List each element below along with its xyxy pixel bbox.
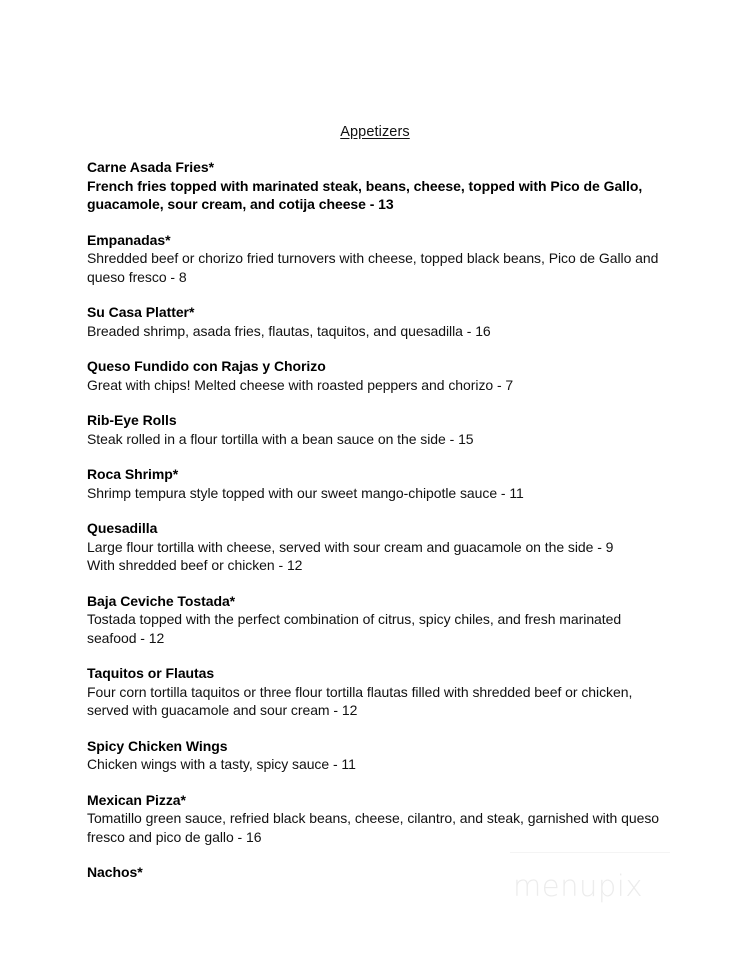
menu-item-description: Four corn tortilla taquitos or three flour tortilla flautas filled with shredded beef or chicken, served with guacamole and sour cream - 12: [87, 683, 633, 718]
watermark-label: menupix: [513, 869, 643, 903]
menu-item-description: Tostada topped with the perfect combination of citrus, spicy chiles, and fresh marinated seafood - 12: [87, 611, 622, 646]
menu-item: [87, 791, 662, 847]
section-heading: [0, 124, 750, 140]
menu-item-name: Quesadilla: [87, 520, 158, 536]
menu-item-list: [87, 158, 662, 882]
menu-item-description: Great with chips! Melted cheese with roasted peppers and chorizo - 7: [87, 376, 514, 393]
menu-item-description: Shrimp tempura style topped with our sweet mango-chipotle sauce - 11: [87, 484, 524, 501]
menu-item-name: Nachos*: [87, 864, 143, 880]
menu-item-name: Spicy Chicken Wings: [87, 737, 228, 754]
menu-item-name: Baja Ceviche Tostada*: [87, 592, 236, 609]
menu-item: [87, 231, 662, 287]
menu-item-description: Large flour tortilla with cheese, served with sour cream and guacamole on the side - 9: [87, 538, 614, 555]
menu-item-name: Su Casa Platter*: [87, 304, 195, 320]
menu-item-name: Queso Fundido con Rajas y Chorizo: [87, 358, 326, 374]
menu-item-description: Shredded beef or chorizo fried turnovers with cheese, topped black beans, Pico de Gallo and queso fresco - 8: [87, 250, 659, 285]
menu-item-name: Roca Shrimp*: [87, 466, 179, 482]
menu-item-description: Chicken wings with a tasty, spicy sauce - 11: [87, 756, 356, 772]
menu-item-description: French fries topped with marinated steak, beans, cheese, topped with Pico de Gallo, guacamole, sour cream, and cotija cheese - 13: [87, 177, 643, 212]
menu-item-name: Taquitos or Flautas: [87, 665, 215, 681]
menu-item-name: Rib-Eye Rolls: [87, 412, 177, 428]
menu-item-name: Empanadas*: [87, 231, 171, 248]
menu-item-name: Carne Asada Fries*: [87, 159, 214, 175]
menu-item: [87, 592, 662, 648]
menu-item: [87, 863, 662, 882]
menu-item: [87, 411, 662, 448]
menu-item: [87, 303, 662, 340]
menu-item: [87, 664, 662, 720]
menu-item-description: With shredded beef or chicken - 12: [87, 557, 303, 573]
menu-item: [87, 519, 662, 575]
menu-item-description: Breaded shrimp, asada fries, flautas, taquitos, and quesadilla - 16: [87, 322, 491, 339]
menu-item: [87, 357, 662, 394]
menu-item-name: Mexican Pizza*: [87, 791, 186, 808]
section-heading-label: Appetizers: [340, 124, 410, 140]
menu-item: [87, 158, 662, 214]
menu-item: [87, 737, 662, 774]
menu-item: [87, 465, 662, 502]
menu-item-description: Tomatillo green sauce, refried black beans, cheese, cilantro, and steak, garnished with queso fresco and pico de gallo - 16: [87, 810, 660, 845]
menu-item-description: Steak rolled in a flour tortilla with a bean sauce on the side - 15: [87, 430, 474, 447]
